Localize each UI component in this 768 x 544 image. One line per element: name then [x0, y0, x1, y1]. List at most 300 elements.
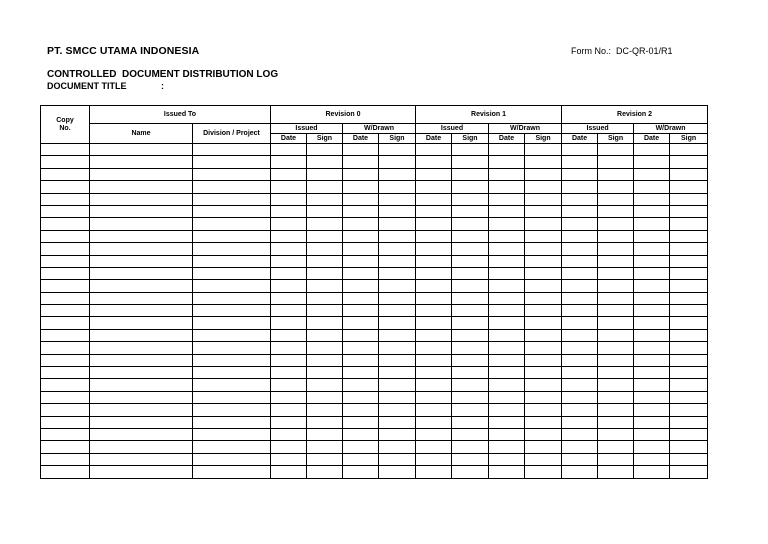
- table-cell[interactable]: [271, 354, 307, 366]
- table-cell[interactable]: [379, 391, 416, 403]
- table-cell[interactable]: [193, 391, 271, 403]
- table-cell[interactable]: [598, 367, 634, 379]
- table-cell[interactable]: [41, 317, 90, 329]
- table-cell[interactable]: [343, 391, 379, 403]
- table-cell[interactable]: [634, 193, 670, 205]
- table-cell[interactable]: [562, 243, 598, 255]
- table-cell[interactable]: [193, 466, 271, 478]
- table-cell[interactable]: [670, 181, 708, 193]
- table-cell[interactable]: [307, 280, 343, 292]
- table-cell[interactable]: [452, 391, 489, 403]
- table-cell[interactable]: [562, 181, 598, 193]
- table-cell[interactable]: [562, 168, 598, 180]
- table-cell[interactable]: [416, 391, 452, 403]
- table-cell[interactable]: [90, 342, 193, 354]
- table-cell[interactable]: [271, 230, 307, 242]
- table-cell[interactable]: [193, 218, 271, 230]
- table-cell[interactable]: [598, 205, 634, 217]
- table-cell[interactable]: [670, 404, 708, 416]
- table-cell[interactable]: [90, 305, 193, 317]
- table-cell[interactable]: [562, 379, 598, 391]
- table-cell[interactable]: [634, 317, 670, 329]
- table-cell[interactable]: [416, 305, 452, 317]
- table-cell[interactable]: [598, 329, 634, 341]
- table-cell[interactable]: [41, 280, 90, 292]
- table-cell[interactable]: [379, 280, 416, 292]
- table-cell[interactable]: [670, 243, 708, 255]
- table-cell[interactable]: [634, 416, 670, 428]
- table-cell[interactable]: [562, 255, 598, 267]
- table-cell[interactable]: [634, 329, 670, 341]
- table-cell[interactable]: [90, 416, 193, 428]
- table-cell[interactable]: [416, 441, 452, 453]
- table-cell[interactable]: [343, 205, 379, 217]
- table-cell[interactable]: [489, 305, 525, 317]
- table-cell[interactable]: [670, 428, 708, 440]
- table-cell[interactable]: [271, 205, 307, 217]
- table-cell[interactable]: [416, 280, 452, 292]
- table-cell[interactable]: [489, 292, 525, 304]
- table-cell[interactable]: [307, 205, 343, 217]
- table-cell[interactable]: [41, 342, 90, 354]
- table-cell[interactable]: [307, 255, 343, 267]
- table-cell[interactable]: [670, 305, 708, 317]
- table-cell[interactable]: [271, 267, 307, 279]
- table-cell[interactable]: [562, 453, 598, 465]
- table-cell[interactable]: [670, 168, 708, 180]
- table-cell[interactable]: [525, 205, 562, 217]
- table-cell[interactable]: [634, 305, 670, 317]
- table-cell[interactable]: [90, 453, 193, 465]
- table-cell[interactable]: [271, 305, 307, 317]
- table-cell[interactable]: [416, 205, 452, 217]
- table-cell[interactable]: [634, 230, 670, 242]
- table-cell[interactable]: [562, 441, 598, 453]
- table-cell[interactable]: [670, 317, 708, 329]
- table-cell[interactable]: [634, 205, 670, 217]
- table-cell[interactable]: [90, 144, 193, 156]
- table-cell[interactable]: [343, 329, 379, 341]
- table-cell[interactable]: [525, 144, 562, 156]
- table-cell[interactable]: [452, 181, 489, 193]
- table-cell[interactable]: [307, 391, 343, 403]
- table-cell[interactable]: [525, 342, 562, 354]
- table-cell[interactable]: [90, 218, 193, 230]
- table-cell[interactable]: [598, 354, 634, 366]
- table-cell[interactable]: [343, 404, 379, 416]
- table-cell[interactable]: [452, 267, 489, 279]
- table-cell[interactable]: [670, 391, 708, 403]
- table-cell[interactable]: [271, 280, 307, 292]
- table-cell[interactable]: [307, 305, 343, 317]
- table-cell[interactable]: [379, 305, 416, 317]
- table-cell[interactable]: [90, 367, 193, 379]
- table-cell[interactable]: [598, 342, 634, 354]
- table-cell[interactable]: [193, 317, 271, 329]
- table-cell[interactable]: [416, 230, 452, 242]
- table-cell[interactable]: [452, 280, 489, 292]
- table-cell[interactable]: [343, 243, 379, 255]
- table-cell[interactable]: [379, 181, 416, 193]
- table-cell[interactable]: [525, 280, 562, 292]
- table-cell[interactable]: [489, 342, 525, 354]
- table-cell[interactable]: [343, 342, 379, 354]
- table-cell[interactable]: [416, 267, 452, 279]
- table-cell[interactable]: [379, 441, 416, 453]
- table-cell[interactable]: [343, 305, 379, 317]
- table-cell[interactable]: [41, 205, 90, 217]
- table-cell[interactable]: [343, 416, 379, 428]
- table-cell[interactable]: [271, 255, 307, 267]
- table-cell[interactable]: [670, 193, 708, 205]
- table-cell[interactable]: [452, 230, 489, 242]
- table-cell[interactable]: [343, 168, 379, 180]
- table-cell[interactable]: [90, 466, 193, 478]
- table-cell[interactable]: [562, 280, 598, 292]
- table-cell[interactable]: [525, 391, 562, 403]
- table-cell[interactable]: [525, 367, 562, 379]
- table-cell[interactable]: [634, 168, 670, 180]
- table-cell[interactable]: [562, 305, 598, 317]
- table-cell[interactable]: [416, 255, 452, 267]
- table-cell[interactable]: [90, 156, 193, 168]
- table-cell[interactable]: [634, 342, 670, 354]
- table-cell[interactable]: [525, 329, 562, 341]
- table-cell[interactable]: [193, 342, 271, 354]
- table-cell[interactable]: [379, 168, 416, 180]
- table-cell[interactable]: [598, 156, 634, 168]
- table-cell[interactable]: [379, 404, 416, 416]
- table-cell[interactable]: [489, 416, 525, 428]
- table-cell[interactable]: [670, 466, 708, 478]
- table-cell[interactable]: [193, 280, 271, 292]
- table-cell[interactable]: [271, 317, 307, 329]
- table-cell[interactable]: [307, 267, 343, 279]
- table-cell[interactable]: [452, 379, 489, 391]
- table-cell[interactable]: [489, 181, 525, 193]
- table-cell[interactable]: [41, 466, 90, 478]
- table-cell[interactable]: [307, 354, 343, 366]
- table-cell[interactable]: [670, 453, 708, 465]
- table-cell[interactable]: [90, 193, 193, 205]
- table-cell[interactable]: [634, 404, 670, 416]
- table-cell[interactable]: [598, 391, 634, 403]
- table-cell[interactable]: [307, 218, 343, 230]
- table-cell[interactable]: [598, 181, 634, 193]
- table-cell[interactable]: [193, 255, 271, 267]
- table-cell[interactable]: [379, 428, 416, 440]
- table-cell[interactable]: [271, 168, 307, 180]
- table-cell[interactable]: [416, 168, 452, 180]
- table-cell[interactable]: [307, 404, 343, 416]
- table-cell[interactable]: [670, 280, 708, 292]
- table-cell[interactable]: [379, 416, 416, 428]
- table-cell[interactable]: [525, 441, 562, 453]
- table-cell[interactable]: [452, 329, 489, 341]
- table-cell[interactable]: [525, 243, 562, 255]
- table-cell[interactable]: [562, 354, 598, 366]
- table-cell[interactable]: [193, 181, 271, 193]
- table-cell[interactable]: [634, 453, 670, 465]
- table-cell[interactable]: [670, 230, 708, 242]
- table-cell[interactable]: [41, 453, 90, 465]
- table-cell[interactable]: [41, 305, 90, 317]
- table-cell[interactable]: [489, 144, 525, 156]
- table-cell[interactable]: [416, 404, 452, 416]
- table-cell[interactable]: [416, 342, 452, 354]
- table-cell[interactable]: [416, 416, 452, 428]
- table-cell[interactable]: [634, 367, 670, 379]
- table-cell[interactable]: [307, 367, 343, 379]
- table-cell[interactable]: [343, 193, 379, 205]
- table-cell[interactable]: [452, 317, 489, 329]
- table-cell[interactable]: [416, 144, 452, 156]
- table-cell[interactable]: [343, 379, 379, 391]
- table-cell[interactable]: [598, 230, 634, 242]
- table-cell[interactable]: [562, 230, 598, 242]
- table-cell[interactable]: [41, 441, 90, 453]
- table-cell[interactable]: [41, 367, 90, 379]
- table-cell[interactable]: [634, 354, 670, 366]
- table-cell[interactable]: [90, 317, 193, 329]
- table-cell[interactable]: [562, 391, 598, 403]
- table-cell[interactable]: [379, 156, 416, 168]
- table-cell[interactable]: [416, 428, 452, 440]
- table-cell[interactable]: [307, 416, 343, 428]
- table-cell[interactable]: [90, 391, 193, 403]
- table-cell[interactable]: [598, 416, 634, 428]
- table-cell[interactable]: [452, 416, 489, 428]
- table-cell[interactable]: [41, 267, 90, 279]
- table-cell[interactable]: [670, 354, 708, 366]
- table-cell[interactable]: [379, 292, 416, 304]
- table-cell[interactable]: [452, 205, 489, 217]
- table-cell[interactable]: [634, 292, 670, 304]
- table-cell[interactable]: [489, 453, 525, 465]
- table-cell[interactable]: [307, 292, 343, 304]
- table-cell[interactable]: [489, 404, 525, 416]
- table-cell[interactable]: [416, 218, 452, 230]
- table-cell[interactable]: [416, 243, 452, 255]
- table-cell[interactable]: [193, 441, 271, 453]
- table-cell[interactable]: [489, 367, 525, 379]
- table-cell[interactable]: [379, 255, 416, 267]
- table-cell[interactable]: [307, 453, 343, 465]
- table-cell[interactable]: [41, 379, 90, 391]
- table-cell[interactable]: [379, 144, 416, 156]
- table-cell[interactable]: [343, 280, 379, 292]
- table-cell[interactable]: [489, 317, 525, 329]
- table-cell[interactable]: [343, 441, 379, 453]
- table-cell[interactable]: [452, 428, 489, 440]
- table-cell[interactable]: [525, 317, 562, 329]
- table-cell[interactable]: [307, 317, 343, 329]
- table-cell[interactable]: [489, 428, 525, 440]
- table-cell[interactable]: [489, 441, 525, 453]
- table-cell[interactable]: [452, 144, 489, 156]
- table-cell[interactable]: [271, 144, 307, 156]
- table-cell[interactable]: [634, 379, 670, 391]
- table-cell[interactable]: [416, 329, 452, 341]
- table-cell[interactable]: [452, 342, 489, 354]
- table-cell[interactable]: [271, 391, 307, 403]
- table-cell[interactable]: [634, 218, 670, 230]
- table-cell[interactable]: [90, 292, 193, 304]
- table-cell[interactable]: [307, 441, 343, 453]
- table-cell[interactable]: [598, 168, 634, 180]
- table-cell[interactable]: [271, 379, 307, 391]
- table-cell[interactable]: [379, 267, 416, 279]
- table-cell[interactable]: [562, 466, 598, 478]
- table-cell[interactable]: [452, 156, 489, 168]
- table-cell[interactable]: [670, 342, 708, 354]
- table-cell[interactable]: [525, 218, 562, 230]
- table-cell[interactable]: [271, 181, 307, 193]
- table-cell[interactable]: [670, 441, 708, 453]
- table-cell[interactable]: [525, 230, 562, 242]
- table-cell[interactable]: [41, 391, 90, 403]
- table-cell[interactable]: [452, 168, 489, 180]
- table-cell[interactable]: [525, 292, 562, 304]
- table-cell[interactable]: [670, 267, 708, 279]
- table-cell[interactable]: [452, 218, 489, 230]
- table-cell[interactable]: [670, 218, 708, 230]
- table-cell[interactable]: [193, 379, 271, 391]
- table-cell[interactable]: [562, 144, 598, 156]
- table-cell[interactable]: [489, 156, 525, 168]
- table-cell[interactable]: [634, 144, 670, 156]
- table-cell[interactable]: [343, 181, 379, 193]
- table-cell[interactable]: [90, 280, 193, 292]
- table-cell[interactable]: [489, 391, 525, 403]
- table-cell[interactable]: [90, 441, 193, 453]
- table-cell[interactable]: [452, 367, 489, 379]
- table-cell[interactable]: [562, 218, 598, 230]
- table-cell[interactable]: [307, 156, 343, 168]
- table-cell[interactable]: [271, 416, 307, 428]
- table-cell[interactable]: [271, 404, 307, 416]
- table-cell[interactable]: [193, 144, 271, 156]
- table-cell[interactable]: [525, 416, 562, 428]
- table-cell[interactable]: [41, 255, 90, 267]
- table-cell[interactable]: [598, 292, 634, 304]
- table-cell[interactable]: [343, 230, 379, 242]
- table-cell[interactable]: [307, 181, 343, 193]
- table-cell[interactable]: [307, 428, 343, 440]
- table-cell[interactable]: [634, 181, 670, 193]
- table-cell[interactable]: [193, 416, 271, 428]
- table-cell[interactable]: [598, 428, 634, 440]
- table-cell[interactable]: [343, 466, 379, 478]
- table-cell[interactable]: [90, 168, 193, 180]
- table-cell[interactable]: [562, 416, 598, 428]
- table-cell[interactable]: [634, 280, 670, 292]
- table-cell[interactable]: [452, 243, 489, 255]
- table-cell[interactable]: [41, 354, 90, 366]
- table-cell[interactable]: [452, 354, 489, 366]
- table-cell[interactable]: [41, 230, 90, 242]
- table-cell[interactable]: [452, 453, 489, 465]
- table-cell[interactable]: [193, 453, 271, 465]
- table-cell[interactable]: [416, 453, 452, 465]
- table-cell[interactable]: [193, 230, 271, 242]
- table-cell[interactable]: [598, 218, 634, 230]
- table-cell[interactable]: [41, 156, 90, 168]
- table-cell[interactable]: [307, 193, 343, 205]
- table-cell[interactable]: [193, 193, 271, 205]
- table-cell[interactable]: [562, 329, 598, 341]
- table-cell[interactable]: [271, 218, 307, 230]
- table-cell[interactable]: [379, 379, 416, 391]
- table-cell[interactable]: [41, 404, 90, 416]
- table-cell[interactable]: [41, 243, 90, 255]
- table-cell[interactable]: [41, 329, 90, 341]
- table-cell[interactable]: [634, 391, 670, 403]
- table-cell[interactable]: [41, 428, 90, 440]
- table-cell[interactable]: [598, 267, 634, 279]
- table-cell[interactable]: [271, 453, 307, 465]
- table-cell[interactable]: [41, 218, 90, 230]
- table-cell[interactable]: [525, 156, 562, 168]
- table-cell[interactable]: [343, 218, 379, 230]
- table-cell[interactable]: [670, 292, 708, 304]
- table-cell[interactable]: [562, 267, 598, 279]
- table-cell[interactable]: [307, 379, 343, 391]
- table-cell[interactable]: [452, 305, 489, 317]
- table-cell[interactable]: [525, 354, 562, 366]
- table-cell[interactable]: [307, 230, 343, 242]
- table-cell[interactable]: [452, 404, 489, 416]
- table-cell[interactable]: [193, 428, 271, 440]
- table-cell[interactable]: [489, 280, 525, 292]
- table-cell[interactable]: [193, 292, 271, 304]
- table-cell[interactable]: [489, 230, 525, 242]
- table-cell[interactable]: [271, 329, 307, 341]
- table-cell[interactable]: [193, 367, 271, 379]
- table-cell[interactable]: [525, 168, 562, 180]
- table-cell[interactable]: [90, 354, 193, 366]
- table-cell[interactable]: [525, 404, 562, 416]
- table-cell[interactable]: [307, 144, 343, 156]
- table-cell[interactable]: [525, 379, 562, 391]
- table-cell[interactable]: [271, 292, 307, 304]
- table-cell[interactable]: [193, 305, 271, 317]
- table-cell[interactable]: [379, 466, 416, 478]
- table-cell[interactable]: [271, 243, 307, 255]
- table-cell[interactable]: [525, 453, 562, 465]
- table-cell[interactable]: [343, 144, 379, 156]
- table-cell[interactable]: [489, 205, 525, 217]
- table-cell[interactable]: [90, 428, 193, 440]
- table-cell[interactable]: [90, 243, 193, 255]
- table-cell[interactable]: [489, 329, 525, 341]
- table-cell[interactable]: [41, 193, 90, 205]
- table-cell[interactable]: [193, 168, 271, 180]
- table-cell[interactable]: [90, 230, 193, 242]
- table-cell[interactable]: [90, 404, 193, 416]
- table-cell[interactable]: [379, 329, 416, 341]
- table-cell[interactable]: [379, 243, 416, 255]
- table-cell[interactable]: [634, 255, 670, 267]
- table-cell[interactable]: [379, 453, 416, 465]
- table-cell[interactable]: [343, 428, 379, 440]
- table-cell[interactable]: [452, 466, 489, 478]
- table-cell[interactable]: [489, 243, 525, 255]
- table-cell[interactable]: [598, 280, 634, 292]
- table-cell[interactable]: [90, 329, 193, 341]
- table-cell[interactable]: [416, 156, 452, 168]
- table-cell[interactable]: [307, 329, 343, 341]
